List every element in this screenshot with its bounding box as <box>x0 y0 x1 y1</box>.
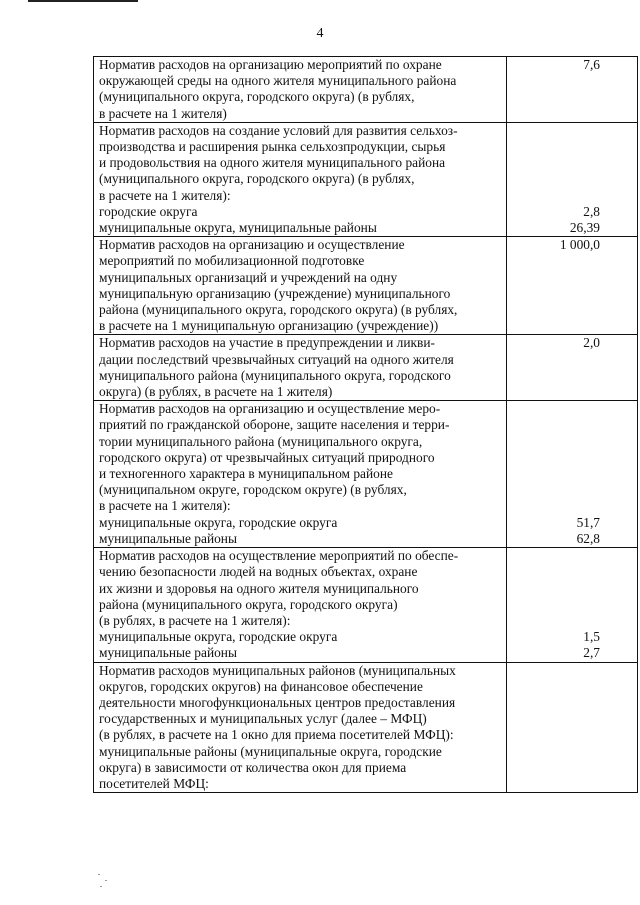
norm-value <box>507 548 638 662</box>
description-line: окружающей среды на одного жителя муниципального района <box>99 73 457 89</box>
description-line: округа) (в рублях, в расчете на 1 жителя) <box>99 384 333 400</box>
description-line: Норматив расходов на организацию мероприятий по охране <box>99 57 442 72</box>
description-line: муниципальные районы <box>99 530 237 546</box>
value-spacer <box>512 564 634 580</box>
norms-table-body <box>94 57 638 793</box>
value-line: 26,39 <box>569 219 600 235</box>
value-line: 2,0 <box>583 335 600 351</box>
description-line: их жизни и здоровья на одного жителя муниципального <box>99 580 419 596</box>
value-line: 51,7 <box>576 514 600 530</box>
description-line: Норматив расходов на организацию и осуществление меро- <box>99 401 441 417</box>
description-line: приятий по гражданской обороне, защите населения и терри- <box>99 417 450 433</box>
norm-value <box>507 335 638 401</box>
value-spacer <box>512 434 634 450</box>
value-spacer <box>512 548 634 564</box>
description-line: в расчете на 1 муниципальную организацию (учреждение)) <box>99 318 439 334</box>
value-spacer <box>512 597 634 613</box>
value-spacer <box>512 498 634 514</box>
scan-specks <box>96 872 126 892</box>
description-line: (муниципального округа, городского округа) (в рублях, <box>99 171 415 187</box>
norm-row <box>94 237 638 335</box>
description-line: Норматив расходов на осуществление мероприятий по обеспе- <box>99 548 459 564</box>
value-spacer <box>512 613 634 629</box>
page-number: 4 <box>316 26 324 41</box>
description-line: чению безопасности людей на водных объектах, охране <box>99 564 418 580</box>
description-line: дации последствий чрезвычайных ситуаций на одного жителя <box>99 351 454 367</box>
norm-row <box>94 662 638 793</box>
norm-value <box>507 237 638 335</box>
value-spacer <box>512 171 634 187</box>
description-line: муниципальных организаций и учреждений на одну <box>99 269 398 285</box>
value-spacer <box>512 123 634 139</box>
value-spacer <box>512 450 634 466</box>
description-line: Норматив расходов на участие в предупреждении и ликви- <box>99 335 435 351</box>
norm-description <box>94 335 507 401</box>
description-line: городские округа <box>99 203 198 219</box>
norm-description <box>94 122 507 236</box>
norm-value <box>507 57 638 123</box>
description-line: и продовольствия на одного жителя муниципального района <box>99 155 446 171</box>
description-line: муниципальные округа, городские округа <box>99 629 338 645</box>
norm-description <box>94 57 507 123</box>
norm-description <box>94 548 507 662</box>
description-line: района (муниципального округа, городского округа) (в рублях, <box>99 302 458 318</box>
value-spacer <box>512 482 634 498</box>
description-line: (муниципального округа, городского округа) (в рублях, <box>99 89 415 105</box>
description-line: (в рублях, в расчете на 1 жителя): <box>99 612 291 628</box>
description-line: муниципальные округа, городские округа <box>99 514 338 530</box>
norm-row <box>94 401 638 548</box>
description-line: Норматив расходов на организацию и осуществление <box>99 237 405 253</box>
value-line: 1,5 <box>583 629 600 645</box>
description-line: (муниципальном округе, городском округе) (в рублях, <box>99 482 407 498</box>
description-line: муниципальные районы <box>99 645 237 661</box>
norm-row <box>94 335 638 401</box>
description-line: мероприятий по мобилизационной подготовке <box>99 253 365 269</box>
description-line: Норматив расходов муниципальных районов (муниципальных <box>99 662 456 678</box>
description-line: городского округа) от чрезвычайных ситуаций природного <box>99 449 435 465</box>
norm-row <box>94 122 638 236</box>
value-spacer <box>512 188 634 204</box>
norm-value <box>507 401 638 548</box>
description-line: Норматив расходов на создание условий для развития сельхоз- <box>99 122 458 138</box>
value-line: 62,8 <box>576 530 600 546</box>
description-line: в расчете на 1 жителя): <box>99 187 231 203</box>
norm-description <box>94 401 507 548</box>
value-spacer <box>512 417 634 433</box>
norm-value <box>507 122 638 236</box>
description-line: в расчете на 1 жителя): <box>99 498 231 514</box>
value-spacer <box>512 466 634 482</box>
description-line: (в рублях, в расчете на 1 окно для приема посетителей МФЦ): <box>99 727 454 743</box>
description-line: и техногенного характера в муниципальном районе <box>99 466 393 482</box>
value-line: 7,6 <box>583 57 600 72</box>
norm-description <box>94 237 507 335</box>
description-line: муниципальные округа, муниципальные районы <box>99 220 377 236</box>
description-line: округа) в зависимости от количества окон для приема <box>99 759 407 775</box>
value-line: 1 000,0 <box>559 237 600 253</box>
norm-description <box>94 662 507 793</box>
description-line: деятельности многофункциональных центров предоставления <box>99 694 456 710</box>
description-line: муниципальные районы (муниципальные округа, городские <box>99 743 442 759</box>
norm-row <box>94 57 638 123</box>
description-line: муниципальную организацию (учреждение) муниципального <box>99 285 451 301</box>
norms-table <box>93 56 638 793</box>
value-spacer <box>512 401 634 417</box>
value-spacer <box>512 155 634 171</box>
description-line: муниципального района (муниципального округа, городского <box>99 367 451 383</box>
description-line: округов, городских округов) на финансовое обеспечение <box>99 678 423 694</box>
value-line: 2,7 <box>583 645 600 661</box>
description-line: посетителей МФЦ: <box>99 775 209 791</box>
value-spacer <box>512 139 634 155</box>
value-line: 2,8 <box>583 203 600 219</box>
description-line: в расчете на 1 жителя) <box>99 105 227 121</box>
description-line: района (муниципального округа, городского округа) <box>99 596 398 612</box>
value-spacer <box>512 580 634 596</box>
top-rule <box>28 0 138 2</box>
description-line: тории муниципального района (муниципального округа, <box>99 433 423 449</box>
norm-row <box>94 548 638 662</box>
description-line: государственных и муниципальных услуг (далее – МФЦ) <box>99 711 427 727</box>
norm-value <box>507 662 638 793</box>
description-line: производства и расширения рынка сельхозпродукции, сырья <box>99 139 446 155</box>
